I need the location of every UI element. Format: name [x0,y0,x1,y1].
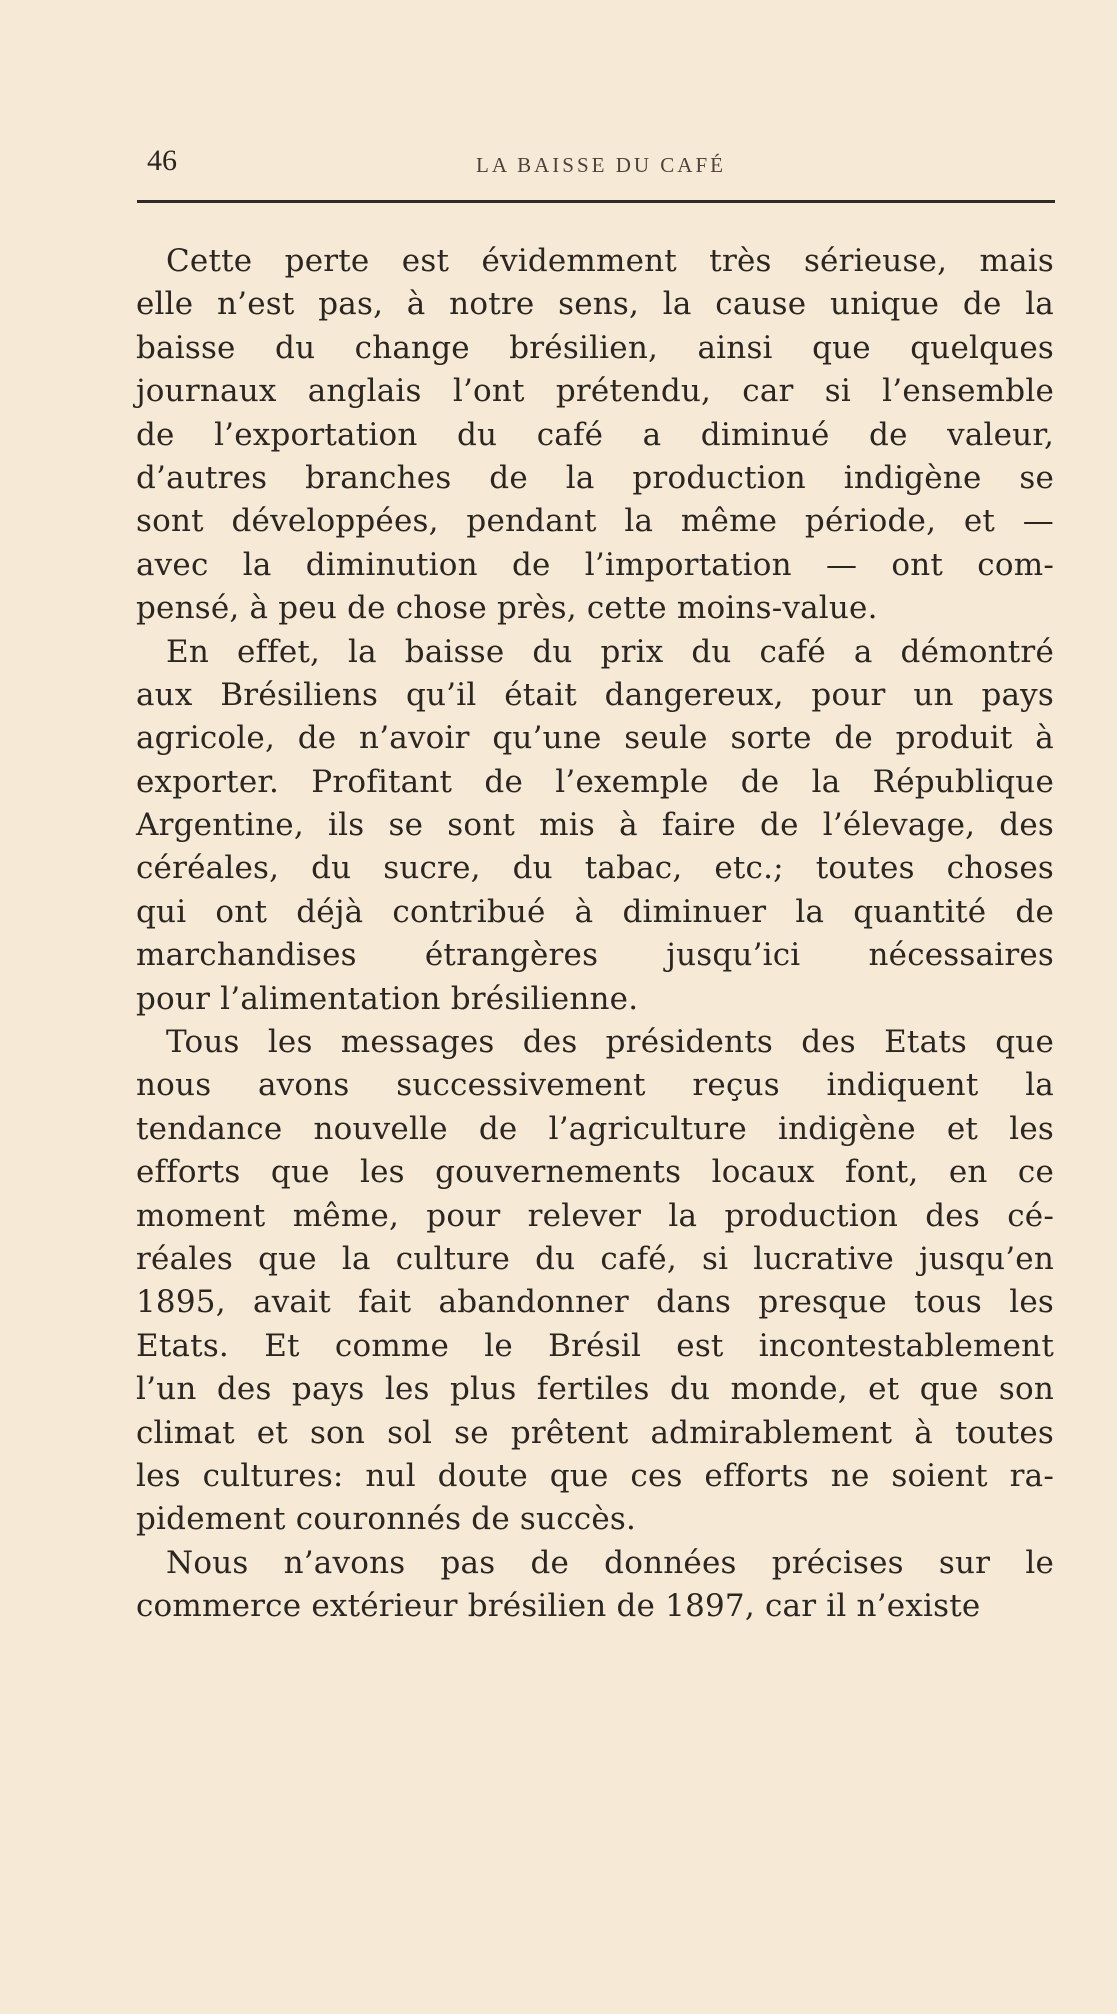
body-text [136,240,1054,1629]
text-line: commerce extérieur brésilien de 1897, car il n’existe [136,1588,981,1625]
text-line: qui ont déjà contribué à diminuer la quantité de [136,893,1054,930]
text-line: elle n’est pas, à notre sens, la cause unique de la [136,286,1054,323]
text-line: réales que la culture du café, si lucrative jusqu’en [136,1240,1054,1277]
text-line: tendance nouvelle de l’agriculture indigène et les [136,1110,1054,1147]
running-title: LA BAISSE DU CAFÉ [476,153,726,177]
text-line: exporter. Profitant de l’exemple de la République [136,763,1054,800]
paragraph [136,631,1054,1022]
text-line: aux Brésiliens qu’il était dangereux, pour un pays [136,676,1054,713]
text-line: avec la diminution de l’importation — ont com- [136,546,1054,583]
text-line: Etats. Et comme le Brésil est incontestablement [136,1327,1054,1364]
text-line: pour l’alimentation brésilienne. [136,980,639,1017]
paragraph [136,1542,1054,1629]
text-line: les cultures: nul doute que ces efforts ne soient ra- [136,1457,1054,1494]
text-line: journaux anglais l’ont prétendu, car si l’ensemble [136,373,1054,410]
text-line: l’un des pays les plus fertiles du monde, et que son [136,1371,1054,1408]
text-line: d’autres branches de la production indigène se [136,459,1054,496]
text-line: efforts que les gouvernements locaux font, en ce [136,1154,1054,1191]
text-line: climat et son sol se prêtent admirablement à toutes [136,1414,1054,1451]
page-header [147,136,1055,192]
text-line: sont développées, pendant la même période, et — [136,503,1054,540]
text-line: baisse du change brésilien, ainsi que quelques [136,329,1054,366]
text-line: marchandises étrangères jusqu’ici nécessaires [136,937,1054,974]
paragraph [136,240,1054,631]
paragraph [136,1021,1054,1542]
text-line: Argentine, ils se sont mis à faire de l’élevage, des [136,807,1054,844]
text-line: nous avons successivement reçus indiquent la [136,1067,1054,1104]
text-line: En effet, la baisse du prix du café a démontré [166,633,1054,670]
text-line: de l’exportation du café a diminué de valeur, [136,416,1054,453]
text-line: pensé, à peu de chose près, cette moins-value. [136,590,878,627]
text-line: Tous les messages des présidents des Etats que [166,1024,1054,1061]
text-line: Cette perte est évidemment très sérieuse, mais [166,243,1054,279]
text-line: 1895, avait fait abandonner dans presque tous les [136,1284,1054,1321]
header-rule [137,200,1055,203]
text-line: moment même, pour relever la production des cé- [136,1197,1054,1234]
text-line: pidement couronnés de succès. [136,1501,637,1538]
text-line: Nous n’avons pas de données précises sur le [166,1544,1054,1581]
text-line: céréales, du sucre, du tabac, etc.; toutes choses [136,850,1054,887]
page-number: 46 [147,144,177,177]
text-line: agricole, de n’avoir qu’une seule sorte de produit à [136,720,1054,757]
